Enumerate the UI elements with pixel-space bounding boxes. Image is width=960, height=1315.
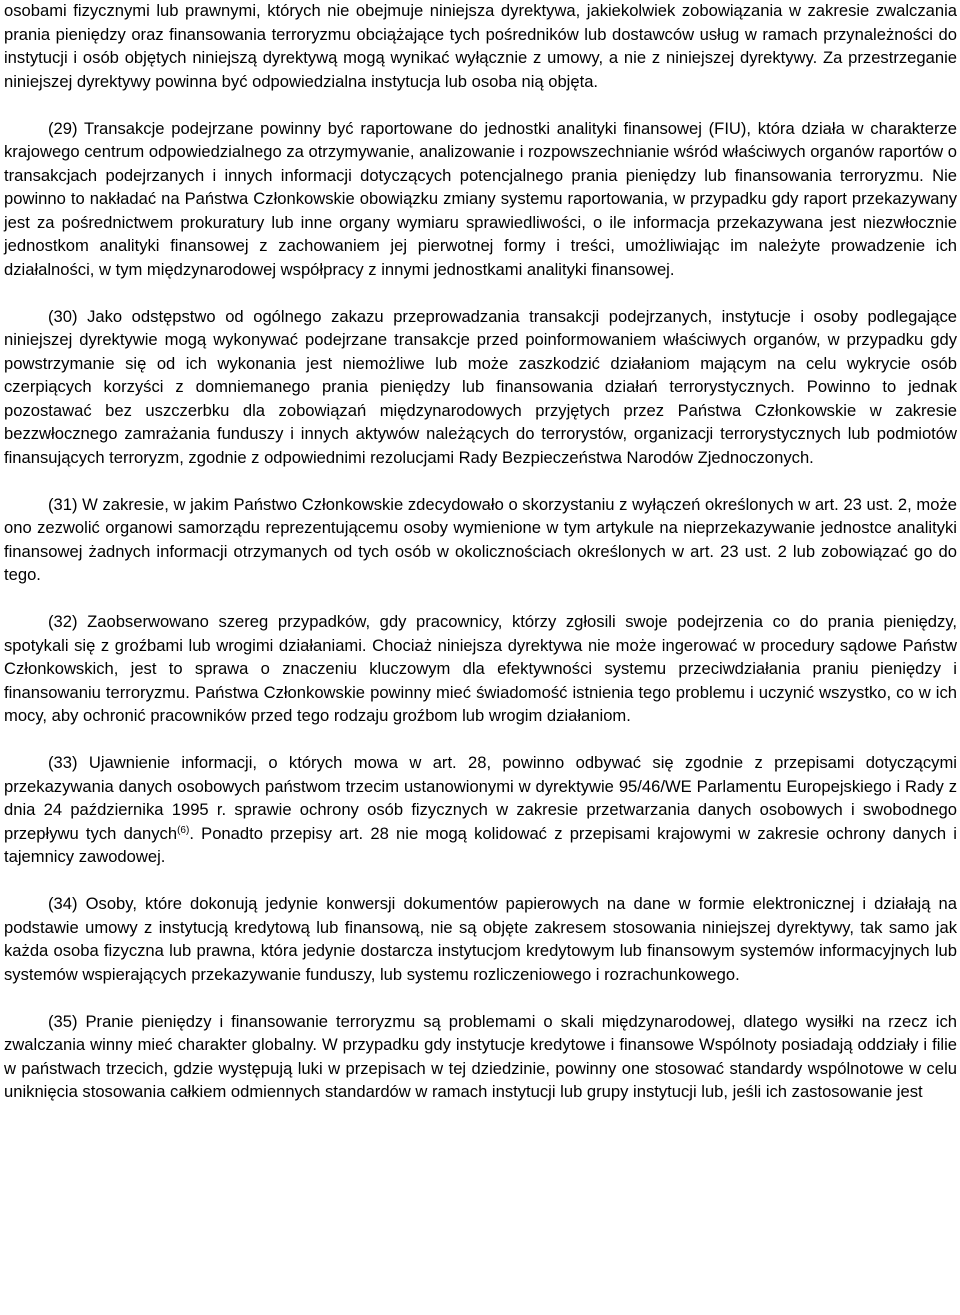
recital-30 — [4, 305, 957, 470]
paragraph-text: (29) Transakcje podejrzane powinny być raportowane do jednostki analityki finansowej (FIU), która działa w charakterze krajowego centrum odpowiedzialnego za otrzymywanie, analizowanie i rozpowszechnianie wśród właściwych organów raportów o transakcjach podejrzanych i innych informacji dotyczących potencjalnego prania pieniędzy lub finansowania terroryzmu. Nie powinno to nakładać na Państwa Członkowskie obowiązku zmiany systemu raportowania, w przypadku gdy raport przekazywany jest za pośrednictwem prokuratury lub inne organy wymiaru sprawiedliwości, o ile informacja przekazywana jest niezwłocznie jednostkom analityki finansowej z zachowaniem jej pierwotnej formy i treści, umożliwiając im należyte prowadzenie ich działalności, w tym międzynarodowej współpracy z innymi jednostkami analityki finansowej. — [4, 118, 957, 279]
recital-31 — [4, 493, 957, 587]
paragraph-text: (34) Osoby, które dokonują jedynie konwersji dokumentów papierowych na dane w formie elektronicznej i działają na podstawie umowy z instytucją kredytową lub finansową, nie są objęte zakresem stosowania niniejszej dyrektywy, tak samo jak każda osoba fizyczna lub prawna, która jedynie dostarcza instytucjom kredytowym lub finansowym systemów informacyjnych lub systemów wspierających przekazywanie funduszy, lub systemu rozliczeniowego i rozrachunkowego. — [4, 894, 957, 984]
document-page — [4, 0, 957, 1104]
recital-33 — [4, 751, 957, 869]
recital-32 — [4, 610, 957, 728]
paragraph-text: (30) Jako odstępstwo od ogólnego zakazu przeprowadzania transakcji podejrzanych, instytucje i osoby podlegające niniejszej dyrektywie mogą wykonywać podejrzane transakcje przed poinformowaniem właściwych organów, w przypadku gdy powstrzymanie się od ich wykonania jest niemożliwe lub może zaszkodzić działaniom mającym na celu wykrycie osób czerpiących korzyści z domniemanego prania pieniędzy lub finansowania działań terrorystycznych. Powinno to jednak pozostawać bez uszczerbku dla zobowiązań międzynarodowych przyjętych przez Państwa Członkowskie w zakresie bezzwłocznego zamrażania funduszy i innych aktywów należących do terrorystów, organizacji terrorystycznych lub podmiotów finansujących terroryzm, zgodnie z odpowiednimi rezolucjami Rady Bezpieczeństwa Narodów Zjednoczonych. — [4, 306, 957, 467]
recital-34 — [4, 892, 957, 986]
paragraph-text: (32) Zaobserwowano szereg przypadków, gdy pracownicy, którzy zgłosili swoje podejrzenia co do prania pieniędzy, spotykali się z groźbami lub wrogimi działaniami. Chociaż niniejsza dyrektywa nie może ingerować w procedury sądowe Państw Członkowskich, jest to sprawa o znaczeniu kluczowym dla efektywności systemu przeciwdziałania praniu pieniędzy i finansowaniu terroryzmu. Państwa Członkowskie powinny mieć świadomość istnienia tego problemu i uczynić wszystko, co w ich mocy, aby ochronić pracowników przed tego rodzaju groźbom lub wrogim działaniom. — [4, 612, 957, 725]
footnote-reference: (6) — [177, 824, 190, 836]
paragraph-text: osobami fizycznymi lub prawnymi, których nie obejmuje niniejsza dyrektywa, jakiekolwiek zobowiązania w zakresie zwalczania prania pieniędzy oraz finansowania terroryzmu obciążające tych pośredników lub dostawców usług w ramach przynależności do instytucji i osób objętych niniejszą dyrektywą mogą wynikać wyłącznie z umowy, a nie z niniejszej dyrektywy. Za przestrzeganie niniejszej dyrektywy powinna być odpowiedzialna instytucja lub osoba nią objęta. — [4, 1, 957, 91]
recital-35 — [4, 1010, 957, 1104]
paragraph-text: (35) Pranie pieniędzy i finansowanie terroryzmu są problemami o skali międzynarodowej, dlatego wysiłki na rzecz ich zwalczania winny mieć charakter globalny. W przypadku gdy instytucje kredytowe i finansowe Wspólnoty posiadają oddziały i filie w państwach trzecich, gdzie występują luki w przepisach w tej dziedzinie, powinny one stosować standardy wspólnotowe w celu uniknięcia stosowania całkiem odmiennych standardów w ramach instytucji lub grupy instytucji lub, jeśli ich zastosowanie jest — [4, 1011, 957, 1101]
paragraph-continuation — [4, 0, 957, 93]
paragraph-text: (33) Ujawnienie informacji, o których mowa w art. 28, powinno odbywać się zgodnie z przepisami dotyczącymi przekazywania danych osobowych państwom trzecim ustanowionymi w dyrektywie 95/46/WE Parlamentu Europejskiego i Rady z dnia 24 października 1995 r. sprawie ochrony osób fizycznych w zakresie przetwarzania danych osobowych i swobodnego przepływu tych danych — [4, 753, 957, 843]
paragraph-text: (31) W zakresie, w jakim Państwo Członkowskie zdecydowało o skorzystaniu z wyłączeń określonych w art. 23 ust. 2, może ono zezwolić organowi samorządu reprezentującemu osoby wymienione w tym artykule na nieprzekazywanie jednostce analityki finansowej żadnych informacji otrzymanych od tych osób w okolicznościach określonych w art. 23 ust. 2 lub zobowiązać go do tego. — [4, 494, 957, 584]
recital-29 — [4, 117, 957, 282]
paragraph-text: . Ponadto przepisy art. 28 nie mogą kolidować z przepisami krajowymi w zakresie ochrony danych i tajemnicy zawodowej. — [4, 823, 957, 866]
